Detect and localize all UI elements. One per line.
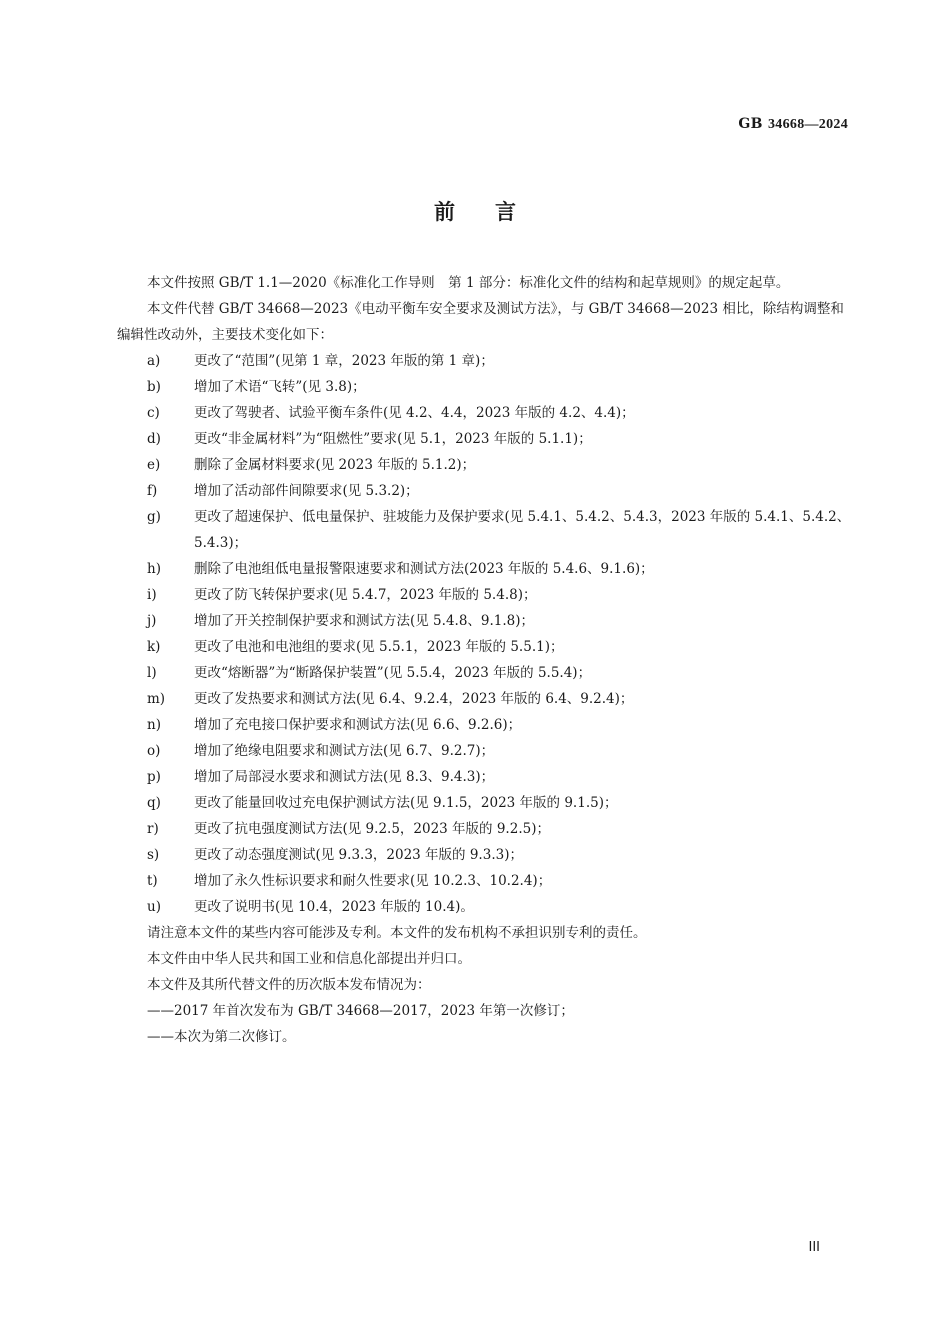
change-item-text: 删除了金属材料要求(见 2023 年版的 5.1.2)；: [194, 457, 476, 473]
change-item-text: 更改了抗电强度测试方法(见 9.2.5，2023 年版的 9.2.5)；: [194, 821, 550, 837]
change-item: [117, 504, 853, 556]
change-item-text: 更改了电池和电池组的要求(见 5.5.1，2023 年版的 5.5.1)；: [194, 639, 564, 655]
paragraph-replacement: 本文件代替 GB/T 34668—2023《电动平衡车安全要求及测试方法》，与 GB/T 34668—2023 相比，除结构调整和编辑性改动外，主要技术变化如下：: [117, 301, 844, 343]
standard-code: 34668—2024: [768, 117, 848, 132]
page-number: III: [808, 1240, 820, 1255]
change-item-marker: t): [147, 873, 158, 889]
change-item: [117, 426, 853, 452]
change-item-text: 更改了发热要求和测试方法(见 6.4、9.2.4，2023 年版的 6.4、9.2.4)；: [194, 691, 634, 707]
change-item: [117, 478, 853, 504]
change-item: [117, 660, 853, 686]
change-item-text: 更改了“范围”(见第 1 章，2023 年版的第 1 章)；: [194, 353, 494, 369]
standard-prefix: GB: [738, 116, 763, 132]
change-item: [117, 608, 853, 634]
change-item-text: 增加了活动部件间隙要求(见 5.3.2)；: [194, 483, 419, 499]
paragraph-drafting-rules: 本文件按照 GB/T 1.1—2020《标准化工作导则 第 1 部分：标准化文件的结构和起草规则》的规定起草。: [147, 275, 790, 291]
change-item-text: 更改了超速保护、低电量保护、驻坡能力及保护要求(见 5.4.1、5.4.2、5.4.3，2023 年版的 5.4.1、5.4.2、5.4.3)；: [194, 509, 851, 551]
change-item: [117, 556, 853, 582]
change-item-marker: h): [147, 561, 161, 577]
patent-notice: 请注意本文件的某些内容可能涉及专利。本文件的发布机构不承担识别专利的责任。: [147, 925, 647, 941]
change-item-text: 增加了充电接口保护要求和测试方法(见 6.6、9.2.6)；: [194, 717, 522, 733]
change-item: [117, 868, 853, 894]
change-item-marker: m): [147, 691, 166, 707]
change-item-marker: q): [147, 795, 161, 811]
change-item-marker: l): [147, 665, 157, 681]
change-item-marker: g): [147, 509, 161, 525]
change-item-marker: e): [147, 457, 161, 473]
change-item: [117, 712, 853, 738]
change-item-marker: p): [147, 769, 161, 785]
change-item-text: 删除了电池组低电量报警限速要求和测试方法(2023 年版的 5.4.6、9.1.6)；: [194, 561, 654, 577]
change-item: [117, 842, 853, 868]
change-item: [117, 738, 853, 764]
change-item-marker: i): [147, 587, 157, 603]
history-intro: 本文件及其所代替文件的历次版本发布情况为：: [147, 977, 431, 993]
change-item: [117, 764, 853, 790]
change-item-marker: u): [147, 899, 161, 915]
change-item-marker: k): [147, 639, 161, 655]
history-item: ——本次为第二次修订。: [147, 1029, 296, 1045]
change-item-marker: n): [147, 717, 161, 733]
change-item: [117, 816, 853, 842]
change-item-marker: o): [147, 743, 161, 759]
page-title: 前言: [434, 200, 556, 224]
change-item-marker: c): [147, 405, 160, 421]
change-item: [117, 686, 853, 712]
change-item: [117, 790, 853, 816]
change-item: [117, 452, 853, 478]
change-item-marker: a): [147, 353, 161, 369]
change-item-text: 增加了开关控制保护要求和测试方法(见 5.4.8、9.1.8)；: [194, 613, 535, 629]
change-item-text: 增加了术语“飞转”(见 3.8)；: [194, 379, 366, 395]
change-item-text: 更改了能量回收过充电保护测试方法(见 9.1.5，2023 年版的 9.1.5)；: [194, 795, 618, 811]
proposer-notice: 本文件由中华人民共和国工业和信息化部提出并归口。: [147, 951, 471, 967]
change-item: [117, 634, 853, 660]
change-item: [117, 374, 853, 400]
document-body: [117, 270, 853, 1050]
change-item-text: 更改“熔断器”为“断路保护装置”(见 5.5.4，2023 年版的 5.5.4)；: [194, 665, 592, 681]
change-item-text: 增加了绝缘电阻要求和测试方法(见 6.7、9.2.7)；: [194, 743, 495, 759]
change-item-text: 更改了说明书(见 10.4，2023 年版的 10.4)。: [194, 899, 474, 915]
change-item: [117, 894, 853, 920]
change-item-text: 更改了防飞转保护要求(见 5.4.7，2023 年版的 5.4.8)；: [194, 587, 537, 603]
change-item-marker: f): [147, 483, 158, 499]
change-item-text: 增加了局部浸水要求和测试方法(见 8.3、9.4.3)；: [194, 769, 495, 785]
change-item-marker: d): [147, 431, 161, 447]
change-item: [117, 582, 853, 608]
change-item-marker: j): [147, 613, 157, 629]
change-item-text: 增加了永久性标识要求和耐久性要求(见 10.2.3、10.2.4)；: [194, 873, 552, 889]
standard-number: [738, 116, 848, 133]
change-item-marker: r): [147, 821, 159, 837]
change-item-text: 更改“非金属材料”为“阻燃性”要求(见 5.1，2023 年版的 5.1.1)；: [194, 431, 592, 447]
change-item-text: 更改了驾驶者、试验平衡车条件(见 4.2、4.4，2023 年版的 4.2、4.4)；: [194, 405, 635, 421]
change-item-marker: s): [147, 847, 160, 863]
change-item-marker: b): [147, 379, 161, 395]
change-item: [117, 348, 853, 374]
change-item: [117, 400, 853, 426]
change-item-text: 更改了动态强度测试(见 9.3.3，2023 年版的 9.3.3)；: [194, 847, 523, 863]
change-list: [117, 348, 853, 920]
history-item: ——2017 年首次发布为 GB/T 34668—2017，2023 年第一次修订；: [147, 1003, 574, 1019]
